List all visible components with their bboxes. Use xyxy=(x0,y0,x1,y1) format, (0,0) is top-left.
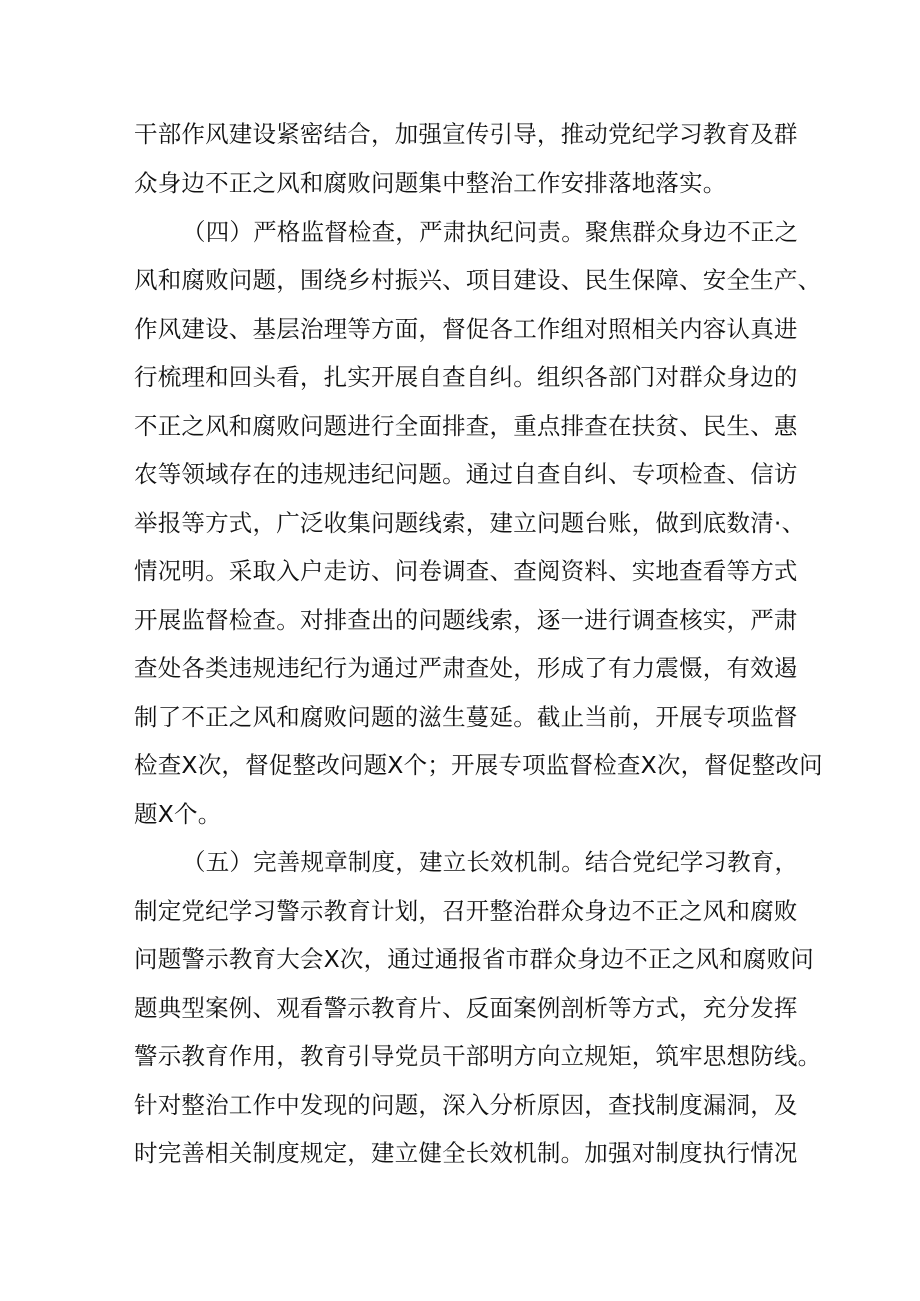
text-line: 制定党纪学习警示教育计划，召开整治群众身边不正之风和腐败 xyxy=(134,897,798,925)
text-line: 题X个。 xyxy=(134,800,222,828)
text-line: 不正之风和腐败问题进行全面排查，重点排查在扶贫、民生、惠 xyxy=(134,412,798,440)
text-line: 干部作风建设紧密结合，加强宣传引导，推动党纪学习教育及群 xyxy=(134,120,798,148)
text-line: 作风建设、基层治理等方面，督促各工作组对照相关内容认真进 xyxy=(134,315,798,343)
text-line: 风和腐败问题，围绕乡村振兴、项目建设、民生保障、安全生产、 xyxy=(134,266,822,294)
text-line: 警示教育作用，教育引导党员干部明方向立规矩，筑牢思想防线。 xyxy=(134,1042,822,1070)
text-line: 举报等方式，广泛收集问题线索，建立问题台账，做到底数清·、 xyxy=(134,509,806,537)
section-heading-line: （五）完善规章制度，建立长效机制。结合党纪学习教育， xyxy=(182,848,799,876)
text-line: 农等领域存在的违规违纪问题。通过自查自纠、专项检查、信访 xyxy=(134,460,798,488)
text-line: 查处各类违规违纪行为通过严肃查处，形成了有力震慑，有效遏 xyxy=(134,654,798,682)
section-heading-line: （四）严格监督检查，严肃执纪问责。聚焦群众身边不正之 xyxy=(182,218,799,246)
text-line: 众身边不正之风和腐败问题集中整治工作安排落地落实。 xyxy=(134,169,727,197)
text-line: 针对整治工作中发现的问题，深入分析原因，查找制度漏洞，及 xyxy=(134,1091,798,1119)
text-line: 情况明。采取入户走访、问卷调查、查阅资料、实地查看等方式 xyxy=(134,557,798,585)
text-line: 问题警示教育大会X次，通过通报省市群众身边不正之风和腐败问 xyxy=(134,945,814,973)
text-line: 开展监督检查。对排查出的问题线索，逐一进行调查核实，严肃 xyxy=(134,606,798,634)
text-line: 检查X次，督促整改问题X个；开展专项监督检查X次，督促整改问 xyxy=(134,751,823,779)
text-line: 制了不正之风和腐败问题的滋生蔓延。截止当前，开展专项监督 xyxy=(134,703,798,731)
text-line: 时完善相关制度规定，建立健全长效机制。加强对制度执行情况 xyxy=(134,1139,798,1167)
text-line: 题典型案例、观看警示教育片、反面案例剖析等方式，充分发挥 xyxy=(134,994,798,1022)
text-line: 行梳理和回头看，扎实开展自查自纠。组织各部门对群众身边的 xyxy=(134,363,798,391)
